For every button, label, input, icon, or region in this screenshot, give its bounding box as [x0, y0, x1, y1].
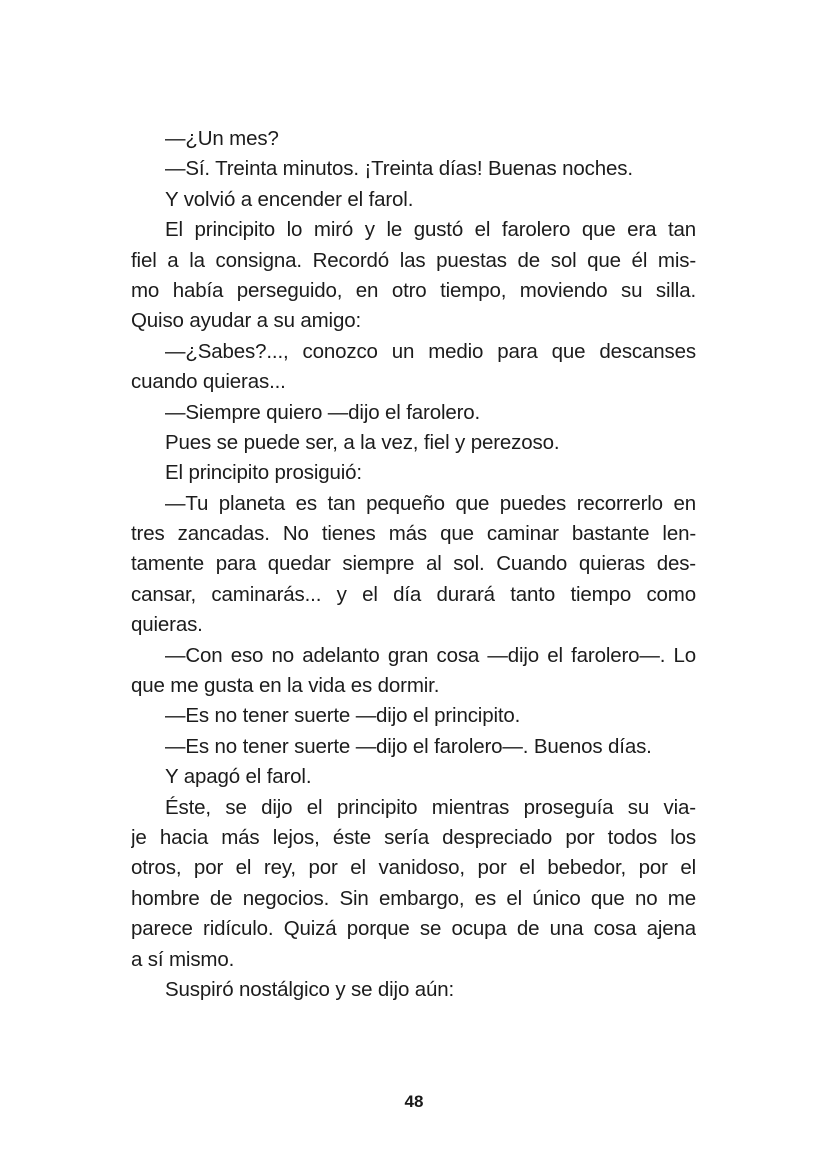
- text-line: tres zancadas. No tienes más que caminar bastante len-: [131, 522, 696, 546]
- text-line: —Sí. Treinta minutos. ¡Treinta días! Buenas noches.: [165, 157, 633, 181]
- text-line: —Es no tener suerte —dijo el farolero—. Buenos días.: [165, 734, 652, 758]
- text-line: a sí mismo.: [131, 947, 235, 971]
- text-line: hombre de negocios. Sin embargo, es el único que no me: [131, 886, 696, 910]
- text-line: je hacia más lejos, éste sería despreciado por todos los: [131, 825, 696, 849]
- text-line: —Tu planeta es tan pequeño que puedes recorrerlo en: [165, 491, 696, 515]
- text-line: parece ridículo. Quizá porque se ocupa de una cosa ajena: [131, 917, 696, 941]
- text-line: —Siempre quiero —dijo el farolero.: [165, 400, 481, 424]
- text-line: fiel a la consigna. Recordó las puestas de sol que él mis-: [131, 248, 696, 272]
- text-line: que me gusta en la vida es dormir.: [131, 674, 440, 698]
- text-line: —¿Un mes?: [165, 127, 279, 150]
- text-line: El principito prosiguió:: [165, 461, 362, 485]
- text-line: —¿Sabes?..., conozco un medio para que descanses: [165, 339, 696, 363]
- page-body: [131, 124, 696, 1005]
- text-line: Y apagó el farol.: [165, 765, 312, 789]
- text-line: Y volvió a encender el farol.: [165, 187, 414, 211]
- page-number: 48: [404, 1092, 424, 1111]
- text-line: Suspiró nostálgico y se dijo aún:: [165, 977, 455, 1001]
- text-line: —Con eso no adelanto gran cosa —dijo el farolero—. Lo: [165, 643, 696, 667]
- text-line: otros, por el rey, por el vanidoso, por el bebedor, por el: [131, 856, 696, 880]
- text-line: —Es no tener suerte —dijo el principito.: [165, 704, 521, 728]
- text-line: cuando quieras...: [131, 370, 286, 394]
- text-line: El principito lo miró y le gustó el farolero que era tan: [165, 218, 696, 242]
- text-line: Quiso ayudar a su amigo:: [131, 309, 361, 333]
- text-line: tamente para quedar siempre al sol. Cuando quieras des-: [131, 552, 696, 576]
- text-line: cansar, caminarás... y el día durará tanto tiempo como: [131, 582, 696, 606]
- text-line: Pues se puede ser, a la vez, fiel y perezoso.: [165, 430, 560, 454]
- text-line: quieras.: [131, 613, 203, 637]
- text-line: Éste, se dijo el principito mientras proseguía su via-: [165, 795, 696, 819]
- text-line: mo había perseguido, en otro tiempo, moviendo su silla.: [131, 278, 696, 302]
